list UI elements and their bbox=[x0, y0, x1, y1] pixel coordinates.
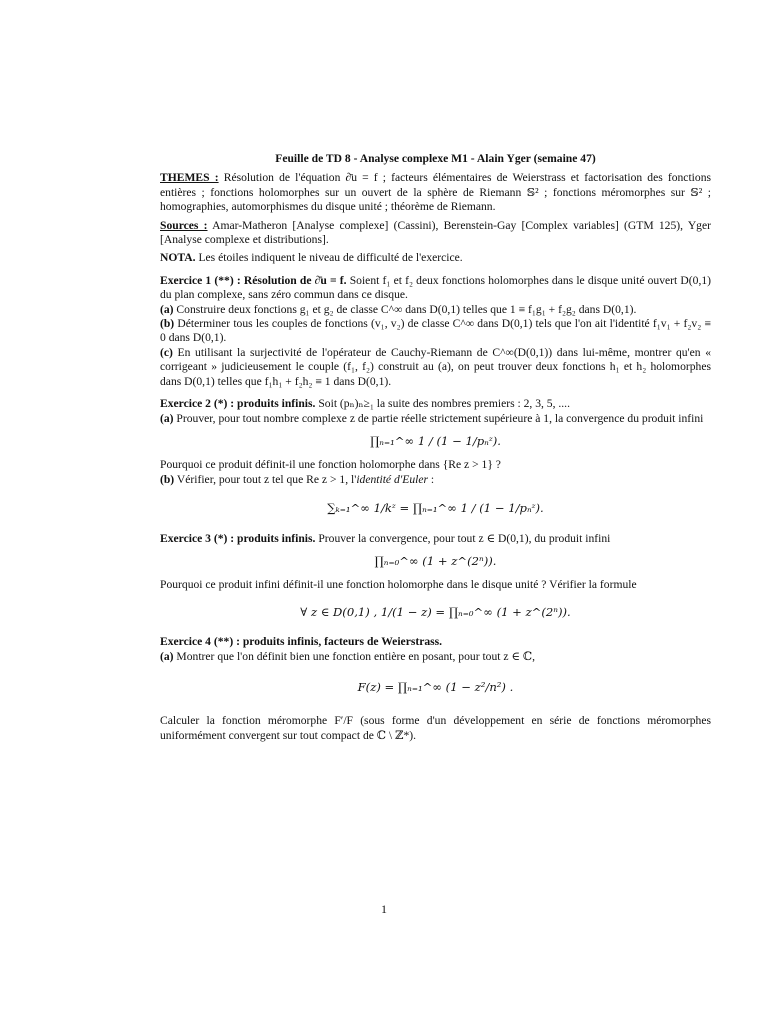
page-number: 1 bbox=[381, 902, 387, 916]
part-b-label: (b) bbox=[160, 317, 175, 331]
exercise-4-heading: Exercice 4 (**) : produits infinis, facteurs de Weierstrass. bbox=[160, 635, 443, 649]
exercise-2-part-b bbox=[160, 473, 711, 487]
part-a-text: Construire deux fonctions g₁ et g₂ de classe C^∞ dans D(0,1) telles que 1 ≡ f₁g₁ + f₂g₂ dans D(0,1). bbox=[173, 302, 637, 316]
product-formula bbox=[160, 552, 711, 570]
exercise-1-part-c bbox=[160, 346, 711, 389]
part-a-label: (a) bbox=[160, 649, 174, 663]
part-b-text: Déterminer tous les couples de fonctions (v₁, v₂) de classe C^∞ dans D(0,1) tels que l'on ait l'identité f₁v₁ + f₂v₂ ≡ 0 dans D(0,1). bbox=[160, 317, 711, 345]
exercise-2-heading: Exercice 2 (*) : produits infinis. bbox=[160, 397, 316, 411]
part-c-label: (c) bbox=[160, 345, 173, 359]
exercise-1-heading: Exercice 1 (**) : Résolution de ∂̄u = f. bbox=[160, 273, 347, 287]
exercise-4-part-a bbox=[160, 650, 711, 664]
nota-text: Les étoiles indiquent le niveau de difficulté de l'exercice. bbox=[195, 251, 463, 265]
euler-identity-formula bbox=[160, 499, 711, 517]
formula-text: ∀ z ∈ D(0,1) , 1/(1 − z) = ∏ₙ₌₀^∞ (1 + z^(2ⁿ)). bbox=[300, 604, 571, 619]
exercise-1-intro-text: Soient f₁ et f₂ deux fonctions holomorphes dans le disque unité ouvert D(0,1) du plan complexe, sans zéro commun dans ce disque. bbox=[160, 273, 712, 302]
themes-paragraph bbox=[160, 171, 711, 214]
exercise-1 bbox=[160, 274, 711, 389]
exercise-1-intro bbox=[160, 274, 711, 303]
exercise-4-question: Calculer la fonction méromorphe F′/F (sous forme d'un développement en série de fonctions méromorphes uniformément convergent sur tout compact de ℂ \ ℤ*). bbox=[160, 714, 711, 742]
part-b-label: (b) bbox=[160, 472, 175, 486]
sine-product-formula bbox=[160, 678, 711, 696]
exercise-3-intro-text: Prouver la convergence, pour tout z ∈ D(0,1), du produit infini bbox=[315, 531, 611, 545]
part-a-text: Montrer que l'on définit bien une fonction entière en posant, pour tout z ∈ ℂ, bbox=[173, 649, 536, 663]
exercise-1-part-b bbox=[160, 317, 711, 346]
part-b-end: : bbox=[428, 472, 435, 486]
geometric-product-formula bbox=[160, 603, 711, 621]
exercise-sheet bbox=[160, 152, 711, 747]
sources-label: Sources : bbox=[160, 218, 208, 232]
formula-text: ∏ₙ₌₀^∞ (1 + z^(2ⁿ)). bbox=[374, 553, 497, 568]
exercise-2 bbox=[160, 397, 711, 517]
formula-text: ∑ₖ₌₁^∞ 1/kᶻ = ∏ₙ₌₁^∞ 1 / (1 − 1/pₙᶻ). bbox=[327, 501, 544, 516]
exercise-2-intro bbox=[160, 397, 711, 411]
part-b-text: Vérifier, pour tout z tel que Re z > 1, l' bbox=[174, 472, 357, 486]
exercise-3-question: Pourquoi ce produit infini définit-il une fonction holomorphe dans le disque unité ? Vérifier la formule bbox=[160, 578, 637, 592]
themes-text: Résolution de l'équation ∂̄u = f ; facteurs élémentaires de Weierstrass et factorisation des fonctions entières ; fonctions holomorphes sur un ouvert de la sphère de Riemann 𝕊² ; fonctions méromorphes sur 𝕊² ; homographies, automorphismes du disque unité ; théorème de Riemann. bbox=[160, 171, 711, 214]
exercise-3-heading: Exercice 3 (*) : produits infinis. bbox=[160, 531, 316, 545]
exercise-3-intro bbox=[160, 532, 711, 546]
sheet-title: Feuille de TD 8 - Analyse complexe M1 - Alain Yger (semaine 47) bbox=[275, 152, 596, 165]
euler-product-formula bbox=[160, 432, 711, 450]
part-a-label: (a) bbox=[160, 302, 174, 316]
part-a-label: (a) bbox=[160, 411, 174, 425]
part-a-text: Prouver, pour tout nombre complexe z de partie réelle strictement supérieure à 1, la convergence du produit infini bbox=[173, 411, 704, 425]
nota-paragraph bbox=[160, 251, 711, 265]
exercise-1-part-a bbox=[160, 303, 711, 317]
sources-text: Amar-Matheron [Analyse complexe] (Cassini), Berenstein-Gay [Complex variables] (GTM 125), Yger [Analyse complexe et distributions]. bbox=[160, 218, 711, 247]
exercise-3 bbox=[160, 532, 711, 622]
exercise-4-heading-line bbox=[160, 635, 711, 649]
formula-text: ∏ₙ₌₁^∞ 1 / (1 − 1/pₙᶻ). bbox=[370, 433, 501, 448]
exercise-4 bbox=[160, 635, 711, 743]
sources-paragraph bbox=[160, 219, 711, 248]
euler-identity-term: identité d'Euler bbox=[356, 472, 429, 486]
exercise-2-intro-text: Soit (pₙ)ₙ≥₁ la suite des nombres premiers : 2, 3, 5, .... bbox=[315, 397, 570, 411]
formula-text: F(z) = ∏ₙ₌₁^∞ (1 − z²/n²) . bbox=[357, 679, 514, 694]
themes-label: THEMES : bbox=[160, 171, 219, 185]
exercise-2-part-a bbox=[160, 412, 711, 426]
nota-label: NOTA. bbox=[160, 251, 196, 265]
exercise-2-question: Pourquoi ce produit définit-il une fonction holomorphe dans {Re z > 1} ? bbox=[160, 458, 501, 472]
part-c-text: En utilisant la surjectivité de l'opérateur de Cauchy-Riemann de C^∞(D(0,1)) dans lui-même, montrer qu'en « corrigeant » judicieusement le couple (f₁, f₂) construit au (a), on peut trouver deux fonctions h₁ et h₂ holomorphes dans D(0,1) telles que f₁h₁ + f₂h₂ ≡ 1 dans D(0,1). bbox=[160, 345, 711, 388]
